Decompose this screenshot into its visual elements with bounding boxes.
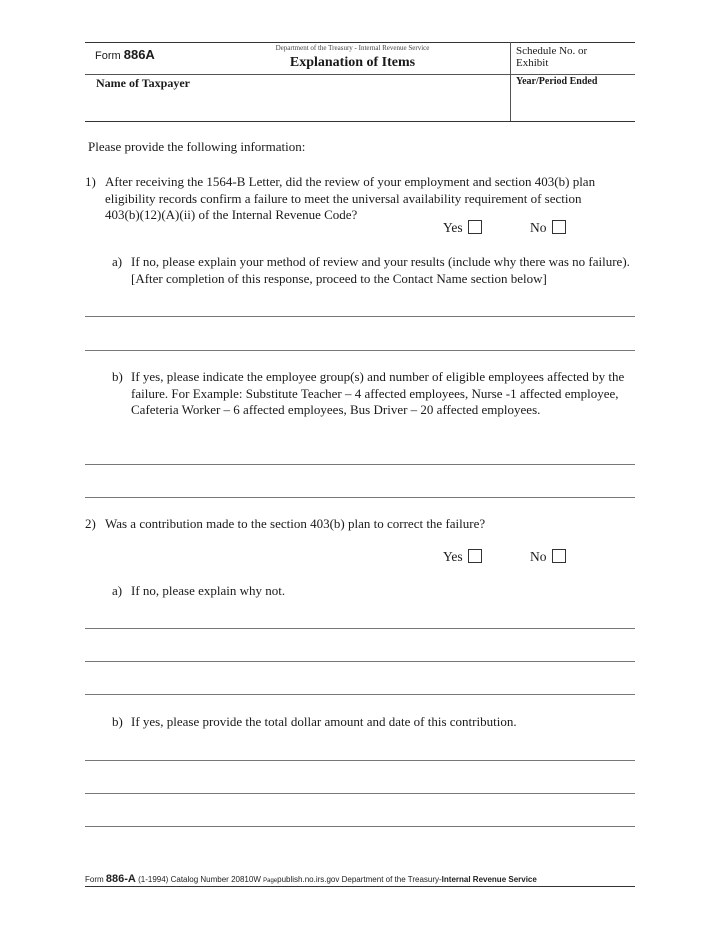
q2-yes-checkbox[interactable]: [468, 549, 482, 563]
q1-no-checkbox[interactable]: [552, 220, 566, 234]
footer-form-number: 886-A: [105, 873, 136, 885]
taxpayer-name-label: Name of Taxpayer: [96, 76, 190, 90]
header-divider: [510, 42, 511, 121]
footer-rule: [85, 886, 635, 887]
q1-yes-option[interactable]: [443, 220, 482, 236]
q2a-text: If no, please explain why not.: [131, 583, 286, 598]
form-number-label: [95, 47, 155, 62]
footer-source: publish.no.irs.gov: [277, 875, 340, 884]
q2b-text: If yes, please provide the total dollar amount and date of this contribution.: [131, 714, 517, 729]
q2-number: 2): [85, 516, 96, 531]
q2-text: Was a contribution made to the section 403(b) plan to correct the failure?: [105, 516, 486, 531]
header-top-rule: [85, 42, 635, 43]
q1-text: After receiving the 1564-B Letter, did the review of your employment and section 403(b) plan eligibility records confirm a failure to meet the universal availability requirement of section 403(b)(12)(A)(ii) of the Internal Revenue Code?: [105, 174, 596, 222]
q1-yes-label: Yes: [443, 220, 463, 235]
q2-no-checkbox[interactable]: [552, 549, 566, 563]
q1-no-label: No: [530, 220, 547, 235]
q1a-answer-line-2[interactable]: [85, 350, 635, 351]
q1a-label: a): [112, 254, 123, 269]
department-line: Department of the Treasury - Internal Revenue Service: [275, 44, 430, 52]
form-prefix: Form: [95, 50, 121, 62]
q2a-answer-line-3[interactable]: [85, 694, 635, 695]
q1a-answer-line-1[interactable]: [85, 316, 635, 317]
q2b-answer-line-1[interactable]: [85, 760, 635, 761]
q2-no-option[interactable]: [530, 549, 566, 565]
q2a-label: a): [112, 583, 123, 598]
q1-no-option[interactable]: [530, 220, 566, 236]
footer-catalog: Catalog Number 20810W: [170, 875, 261, 884]
q1b-answer-line-2[interactable]: [85, 497, 635, 498]
q2-yes-label: Yes: [443, 549, 463, 564]
form-title: Explanation of Items: [289, 55, 416, 70]
q2-no-label: No: [530, 549, 547, 564]
q2b-answer-line-2[interactable]: [85, 793, 635, 794]
q1a-text: If no, please explain your method of review and your results (include why there was no failure). [After completion of this response, proceed to the Contact Name section below]: [131, 254, 630, 286]
q1b-answer-line-1[interactable]: [85, 464, 635, 465]
q2a-answer-line-2[interactable]: [85, 661, 635, 662]
q1b-label: b): [112, 369, 123, 384]
header-mid-rule: [85, 74, 635, 75]
footer-department: Department of the Treasury-: [341, 875, 442, 884]
form-number: 886A: [123, 47, 155, 62]
q2a-answer-line-1[interactable]: [85, 628, 635, 629]
footer-agency: Internal Revenue Service: [441, 875, 537, 884]
intro-text: Please provide the following information:: [88, 139, 306, 154]
q2b-label: b): [112, 714, 123, 729]
footer-revision: (1-1994): [138, 875, 169, 884]
footer-page-word: Page: [263, 878, 278, 884]
q2-yes-option[interactable]: [443, 549, 482, 565]
footer-form-prefix: Form: [85, 875, 104, 884]
schedule-label: Schedule No. or Exhibit: [516, 45, 588, 69]
q2b-answer-line-3[interactable]: [85, 826, 635, 827]
footer-line: [85, 873, 537, 885]
q1-number: 1): [85, 174, 96, 189]
q1-yes-checkbox[interactable]: [468, 220, 482, 234]
q1b-text: If yes, please indicate the employee group(s) and number of eligible employees affected by the failure. For Example: Substitute Teacher – 4 affected employees, Nurse -1 affected employee, Cafeteria Worker – 6 affected employees, Bus Driver – 20 affected employees.: [131, 369, 625, 417]
year-period-label: Year/Period Ended: [516, 76, 598, 87]
header-bottom-rule: [85, 121, 635, 122]
